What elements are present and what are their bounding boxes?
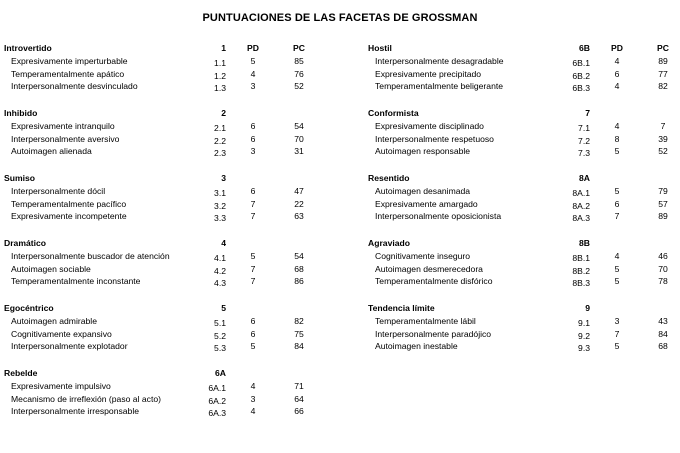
section-name: Rebelde — [4, 368, 38, 378]
facet-pc: 85 — [294, 56, 304, 66]
facet-row — [4, 316, 316, 329]
facet-label: Expresivamente amargado — [375, 198, 478, 209]
facet-pd: 7 — [250, 263, 256, 274]
facet-pd: 4 — [250, 381, 256, 391]
section-code: 3 — [221, 173, 226, 183]
section-header — [4, 303, 316, 316]
facet-pd: 3 — [250, 146, 256, 156]
facet-code: 8A.3 — [572, 213, 590, 223]
facet-pd: 4 — [614, 251, 620, 261]
facet-section-inhibido — [4, 108, 316, 173]
facet-code: 3.2 — [214, 200, 226, 211]
facet-pc: 43 — [658, 316, 668, 326]
facet-pc: 71 — [294, 381, 304, 391]
facet-label: Interpersonalmente oposicionista — [375, 211, 502, 221]
facet-code: 6A.1 — [208, 383, 226, 393]
facet-row — [4, 146, 316, 159]
facet-pd: 5 — [614, 341, 620, 351]
facet-row — [368, 211, 680, 224]
facet-row — [4, 134, 316, 147]
facet-pd: 3 — [250, 393, 256, 404]
facet-row — [4, 186, 316, 199]
section-code: 2 — [221, 108, 226, 118]
facet-row — [368, 121, 680, 134]
facet-label: Autoimagen desmerecedora — [375, 263, 483, 274]
facet-pd: 4 — [614, 56, 620, 66]
facet-code: 9.1 — [578, 318, 590, 328]
facet-code: 5.1 — [214, 318, 226, 328]
section-header — [368, 303, 680, 316]
facet-code: 2.3 — [214, 148, 226, 158]
facet-section-dramatico — [4, 238, 316, 303]
facet-section-conformista — [368, 108, 680, 173]
facet-code: 6A.2 — [208, 395, 226, 406]
facet-code: 4.3 — [214, 278, 226, 288]
facet-label: Interpersonalmente irresponsable — [11, 406, 140, 416]
facet-label: Expresivamente precipitado — [375, 68, 482, 79]
section-name: Conformista — [368, 108, 419, 118]
facet-pd: 3 — [250, 81, 256, 91]
facet-pd: 6 — [250, 316, 256, 326]
section-code: 6B — [579, 43, 590, 53]
facet-pc: 78 — [658, 276, 668, 286]
section-header — [368, 173, 680, 186]
facet-label: Interpersonalmente desagradable — [375, 56, 504, 66]
facet-pc: 89 — [658, 211, 668, 221]
facet-row — [368, 56, 680, 69]
facet-code: 5.3 — [214, 343, 226, 353]
facet-section-sumiso — [4, 173, 316, 238]
facet-label: Autoimagen responsable — [375, 146, 471, 156]
section-header — [368, 108, 680, 121]
facet-pc: 75 — [294, 328, 304, 339]
facet-pd: 3 — [614, 316, 620, 326]
facet-label: Interpersonalmente aversivo — [11, 133, 120, 144]
facet-pd: 4 — [614, 81, 620, 91]
facet-pd: 5 — [250, 251, 256, 261]
facet-row — [4, 381, 316, 394]
facet-row — [4, 341, 316, 354]
section-name: Resentido — [368, 173, 410, 183]
left-column — [4, 43, 316, 433]
facet-section-agraviado — [368, 238, 680, 303]
facet-label: Temperamentalmente beligerante — [375, 81, 504, 91]
facet-row — [4, 251, 316, 264]
pd-column-header: PD — [611, 43, 623, 53]
facet-code: 5.2 — [214, 330, 226, 341]
facet-row — [368, 316, 680, 329]
facet-code: 6B.1 — [572, 58, 590, 68]
facet-code: 9.3 — [578, 343, 590, 353]
facet-pc: 66 — [294, 406, 304, 416]
section-code: 4 — [221, 238, 226, 248]
facet-pc: 70 — [294, 133, 304, 144]
facet-code: 6A.3 — [208, 408, 226, 418]
facet-pd: 5 — [614, 276, 620, 286]
facet-pc: 70 — [658, 263, 668, 274]
facet-label: Interpersonalmente explotador — [11, 341, 128, 351]
facet-code: 8B.3 — [572, 278, 590, 288]
facet-pd: 7 — [614, 328, 620, 339]
section-header — [4, 238, 316, 251]
facet-pd: 7 — [250, 276, 256, 286]
facet-pc: 68 — [294, 263, 304, 274]
facet-code: 1.3 — [214, 83, 226, 93]
report-title: PUNTUACIONES DE LAS FACETAS DE GROSSMAN — [202, 12, 478, 24]
facet-pc: 47 — [294, 186, 304, 196]
facet-pd: 4 — [614, 121, 620, 131]
section-code: 5 — [221, 303, 226, 313]
facet-label: Interpersonalmente buscador de atención — [11, 251, 170, 261]
section-name: Tendencia límite — [368, 303, 435, 313]
facet-pc: 64 — [294, 393, 304, 404]
facet-section-egocentrico — [4, 303, 316, 368]
facet-pd: 6 — [250, 328, 256, 339]
section-code: 8B — [579, 238, 590, 248]
facet-label: Cognitivamente expansivo — [11, 328, 112, 339]
facet-pc: 39 — [658, 133, 668, 144]
facet-pc: 82 — [294, 316, 304, 326]
facet-pd: 5 — [250, 341, 256, 351]
section-name: Dramático — [4, 238, 47, 248]
facet-row — [368, 341, 680, 354]
facet-code: 1.2 — [214, 70, 226, 81]
facet-row — [368, 146, 680, 159]
facet-pc: 68 — [658, 341, 668, 351]
facet-row — [4, 329, 316, 342]
section-header — [4, 43, 316, 56]
facet-label: Temperamentalmente disfórico — [375, 276, 493, 286]
facet-code: 8A.1 — [572, 188, 590, 198]
facet-row — [4, 81, 316, 94]
facet-row — [4, 211, 316, 224]
facet-pc: 77 — [658, 68, 668, 79]
pc-column-header: PC — [293, 43, 305, 53]
facet-label: Expresivamente disciplinado — [375, 121, 484, 131]
section-header — [4, 368, 316, 381]
facet-pd: 6 — [614, 198, 620, 209]
facet-pc: 46 — [658, 251, 668, 261]
facet-code: 2.2 — [214, 135, 226, 146]
section-code: 9 — [585, 303, 590, 313]
facet-row — [368, 186, 680, 199]
facet-code: 6B.3 — [572, 83, 590, 93]
facet-label: Expresivamente intranquilo — [11, 121, 115, 131]
facet-pd: 7 — [250, 198, 256, 209]
section-header — [4, 108, 316, 121]
facet-label: Cognitivamente inseguro — [375, 251, 471, 261]
facet-code: 6B.2 — [572, 70, 590, 81]
facet-label: Temperamentalmente pacífico — [11, 198, 127, 209]
facet-pd: 7 — [614, 211, 620, 221]
facet-label: Interpersonalmente paradójico — [375, 328, 492, 339]
facet-pd: 7 — [250, 211, 256, 221]
facet-pc: 86 — [294, 276, 304, 286]
facet-pc: 79 — [658, 186, 668, 196]
facet-label: Temperamentalmente inconstante — [11, 276, 141, 286]
facet-code: 4.2 — [214, 265, 226, 276]
section-name: Sumiso — [4, 173, 36, 183]
facet-code: 1.1 — [214, 58, 226, 68]
facet-label: Interpersonalmente respetuoso — [375, 133, 494, 144]
facet-pd: 5 — [250, 56, 256, 66]
facet-pc: 76 — [294, 68, 304, 79]
section-name: Egocéntrico — [4, 303, 54, 313]
facet-code: 3.3 — [214, 213, 226, 223]
facet-row — [4, 394, 316, 407]
section-code: 7 — [585, 108, 590, 118]
facet-pc: 52 — [658, 146, 668, 156]
facet-row — [368, 199, 680, 212]
facet-section-introvertido — [4, 43, 316, 108]
facet-code: 4.1 — [214, 253, 226, 263]
facet-pc: 52 — [294, 81, 304, 91]
facet-label: Autoimagen admirable — [11, 316, 97, 326]
facet-pc: 22 — [294, 198, 304, 209]
facet-row — [4, 264, 316, 277]
facet-row — [368, 276, 680, 289]
facet-label: Mecanismo de irreflexión (paso al acto) — [11, 393, 161, 404]
facet-pd: 5 — [614, 263, 620, 274]
facet-label: Interpersonalmente dócil — [11, 186, 106, 196]
facet-pc: 84 — [658, 328, 668, 339]
facet-pd: 6 — [614, 68, 620, 79]
facet-pc: 57 — [658, 198, 668, 209]
facet-pd: 4 — [250, 406, 256, 416]
facet-section-tendencia-limite — [368, 303, 680, 368]
facet-pc: 54 — [294, 121, 304, 131]
facet-code: 3.1 — [214, 188, 226, 198]
section-name: Introvertido — [4, 43, 52, 53]
facet-label: Expresivamente incompetente — [11, 211, 127, 221]
section-name: Agraviado — [368, 238, 411, 248]
facet-row — [368, 69, 680, 82]
facet-row — [4, 121, 316, 134]
facet-code: 8A.2 — [572, 200, 590, 211]
facet-row — [368, 81, 680, 94]
facet-code: 7.1 — [578, 123, 590, 133]
facet-code: 8B.2 — [572, 265, 590, 276]
facet-row — [4, 199, 316, 212]
facet-code: 2.1 — [214, 123, 226, 133]
facet-section-resentido — [368, 173, 680, 238]
facet-section-hostil — [368, 43, 680, 108]
facet-pc: 84 — [294, 341, 304, 351]
section-code: 8A — [579, 173, 590, 183]
section-name: Inhibido — [4, 108, 38, 118]
facet-pd: 6 — [250, 121, 256, 131]
pd-column-header: PD — [247, 43, 259, 53]
facet-code: 7.2 — [578, 135, 590, 146]
section-header — [368, 238, 680, 251]
section-name: Hostil — [368, 43, 392, 53]
facet-label: Temperamentalmente apático — [11, 68, 125, 79]
facet-pc: 54 — [294, 251, 304, 261]
facet-pc: 82 — [658, 81, 668, 91]
right-column — [368, 43, 680, 368]
facet-pd: 5 — [614, 186, 620, 196]
facet-label: Autoimagen desanimada — [375, 186, 471, 196]
facet-row — [368, 134, 680, 147]
facet-code: 9.2 — [578, 330, 590, 341]
facet-row — [368, 329, 680, 342]
facet-row — [4, 276, 316, 289]
facet-pc: 31 — [294, 146, 304, 156]
facet-label: Interpersonalmente desvinculado — [11, 81, 138, 91]
section-header — [4, 173, 316, 186]
facet-label: Expresivamente imperturbable — [11, 56, 128, 66]
facet-row — [4, 406, 316, 419]
facet-label: Autoimagen inestable — [375, 341, 458, 351]
facet-row — [368, 264, 680, 277]
facet-pd: 4 — [250, 68, 256, 79]
facet-row — [368, 251, 680, 264]
section-code: 6A — [215, 368, 226, 378]
section-header — [368, 43, 680, 56]
facet-pd: 5 — [614, 146, 620, 156]
facet-pd: 8 — [614, 133, 620, 144]
facet-code: 8B.1 — [572, 253, 590, 263]
facet-section-rebelde — [4, 368, 316, 433]
pc-column-header: PC — [657, 43, 669, 53]
facet-pc: 63 — [294, 211, 304, 221]
facet-pd: 6 — [250, 186, 256, 196]
facet-pc: 89 — [658, 56, 668, 66]
facet-row — [4, 56, 316, 69]
facet-label: Temperamentalmente lábil — [375, 316, 476, 326]
section-code: 1 — [221, 43, 226, 53]
facet-row — [4, 69, 316, 82]
facet-label: Autoimagen sociable — [11, 263, 91, 274]
facet-label: Expresivamente impulsivo — [11, 381, 111, 391]
facet-label: Autoimagen alienada — [11, 146, 92, 156]
facet-code: 7.3 — [578, 148, 590, 158]
facet-pc: 7 — [660, 121, 666, 131]
facet-pd: 6 — [250, 133, 256, 144]
